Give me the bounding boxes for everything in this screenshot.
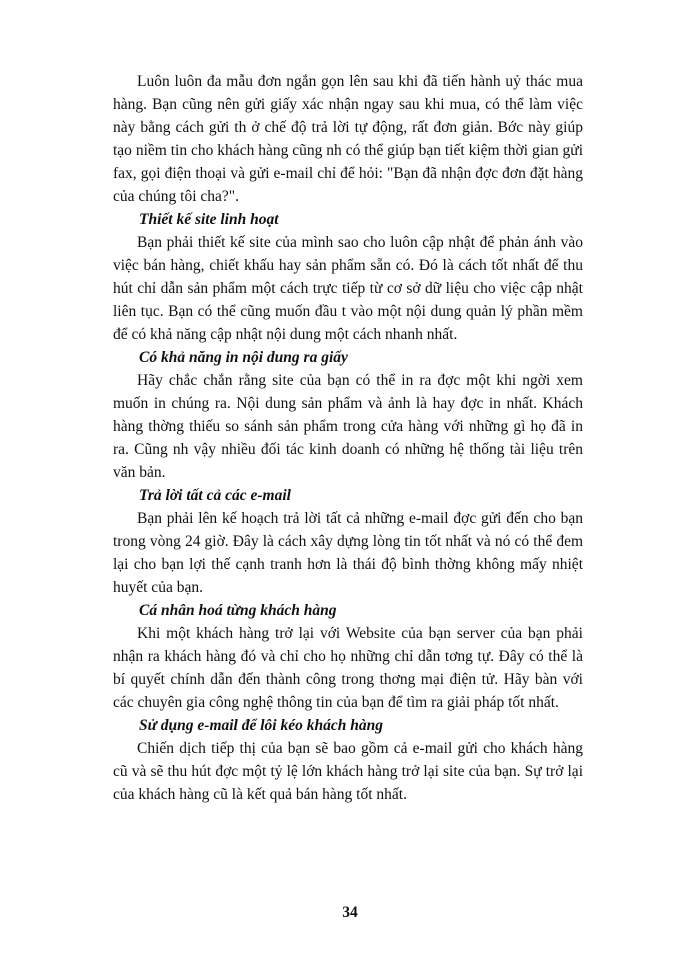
heading-email-attract-customers: Sử dụng e-mail để lôi kéo khách hàng <box>139 717 383 734</box>
page-number: 34 <box>342 904 358 921</box>
paragraph-reply-emails: Bạn phải lên kế hoạch trả lời tất cả những e-mail đợc gửi đến cho bạn trong vòng 24 giờ. Đây là cách xây dựng lòng tin tốt nhất và nó có thể đem lại cho bạn lợi thế cạnh tranh hơn là thái độ bình thờng không mấy nhiệt huyết của bạn. <box>113 510 583 596</box>
paragraph-intro: Luôn luôn đa mẫu đơn ngắn gọn lên sau khi đã tiến hành uỷ thác mua hàng. Bạn cũng nên gửi giấy xác nhận ngay sau khi mua, có thể làm việc này bằng cách gửi th ở chế độ trả lời tự động, rất đơn giản. Bớc này giúp tạo niềm tin cho khách hàng cũng nh có thể giúp bạn tiết kiệm thời gian gửi fax, gọi điện thoại và gửi e-mail chỉ để hỏi: "Bạn đã nhận đợc đơn đặt hàng của chúng tôi cha?". <box>113 73 583 205</box>
heading-personalize-customers: Cá nhân hoá từng khách hàng <box>139 602 337 619</box>
heading-print-content: Có khả năng in nội dung ra giấy <box>139 349 348 366</box>
heading-reply-emails: Trả lời tất cả các e-mail <box>139 487 291 504</box>
paragraph-print-content: Hãy chắc chắn rằng site của bạn có thể in ra đợc một khi ngời xem muốn in chúng ra. Nội dung sản phẩm và ảnh là hay đợc in nhất. Khách hàng thờng thiếu so sánh sản phẩm trong cửa hàng với những gì họ đã in ra. Cũng nh vậy nhiều đối tác kinh doanh có những hệ thống tài liệu trên văn bản. <box>113 372 583 481</box>
paragraph-email-attract-customers: Chiến dịch tiếp thị của bạn sẽ bao gồm cả e-mail gửi cho khách hàng cũ và sẽ thu hút đợc một tỷ lệ lớn khách hàng trở lại site của bạn. Sự trở lại của khách hàng cũ là kết quả bán hàng tốt nhất. <box>113 740 583 803</box>
paragraph-flexible-site-design: Bạn phải thiết kế site của mình sao cho luôn cập nhật để phản ánh vào việc bán hàng, chiết khấu hay sản phẩm sẵn có. Đó là cách tốt nhất để thu hút chỉ dẫn sản phẩm một cách trực tiếp từ cơ sở dữ liệu cho việc cập nhật liên tục. Bạn có thể cũng muốn đầu t vào một nội dung quản lý phần mềm để có khả năng cập nhật nội dung một cách nhanh nhất. <box>113 234 583 343</box>
heading-flexible-site-design: Thiết kế site linh hoạt <box>139 211 279 228</box>
paragraph-personalize-customers: Khi một khách hàng trở lại với Website của bạn server của bạn phải nhận ra khách hàng đó và chỉ cho họ những chỉ dẫn tơng tự. Đây có thể là bí quyết chính dẫn đến thành công trong thơng mại điện tử. Hãy bàn với các chuyên gia công nghệ thông tin của bạn để tìm ra giải pháp tốt nhất. <box>113 625 583 711</box>
page-content <box>113 70 583 806</box>
